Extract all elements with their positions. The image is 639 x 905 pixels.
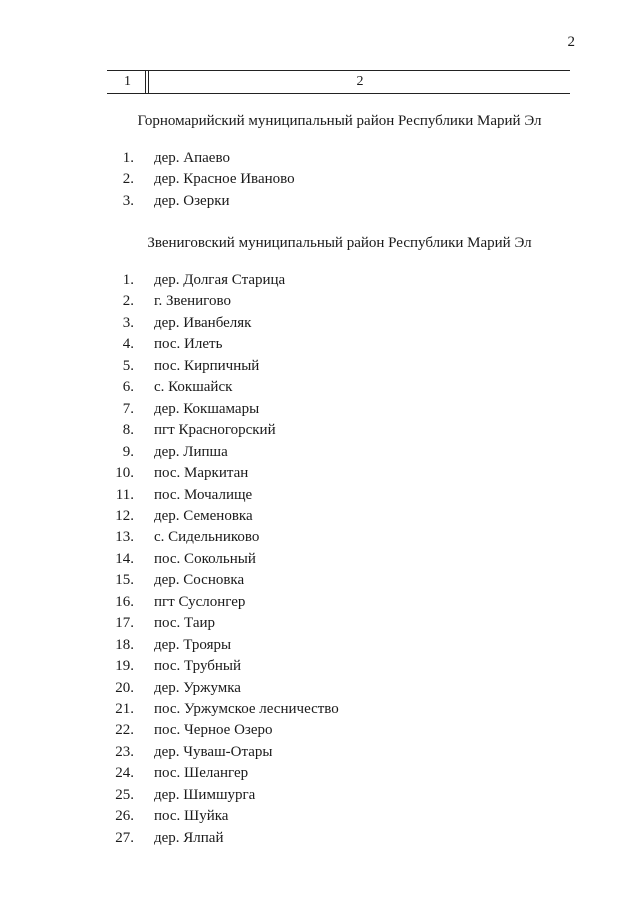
list-item-number: 16. xyxy=(115,593,134,610)
list-item-number: 13. xyxy=(115,529,134,546)
list-item-number: 25. xyxy=(115,786,134,803)
list-item-number: 18. xyxy=(115,636,134,653)
table-header-col1: 1 xyxy=(107,71,149,93)
table-header-col2: 2 xyxy=(356,74,364,89)
list-item-number: 5. xyxy=(122,357,134,374)
list-item-number: 17. xyxy=(115,615,134,632)
list-item-text: с. Кокшайск xyxy=(154,379,233,396)
list-item-number: 2. xyxy=(122,293,134,310)
list-item-text: пос. Шуйка xyxy=(154,808,229,825)
list-item-text: пос. Трубный xyxy=(154,658,242,675)
list-item-number: 26. xyxy=(115,808,134,825)
list-item-number: 3. xyxy=(122,314,134,331)
list-item-text: дер. Иванбеляк xyxy=(154,314,252,331)
list-item-number: 12. xyxy=(115,507,134,524)
list-item-text: пос. Мочалище xyxy=(154,486,253,503)
list-item-number: 9. xyxy=(122,443,134,460)
list-item-number: 2. xyxy=(122,171,134,188)
list-item-number: 23. xyxy=(115,743,134,760)
table-header xyxy=(107,70,570,94)
list-item-number: 3. xyxy=(122,192,134,209)
list-item-number: 1. xyxy=(122,150,134,166)
list-item-text: дер. Семеновка xyxy=(154,507,253,524)
list-item-number: 24. xyxy=(115,765,134,782)
list-item-text: дер. Озерки xyxy=(154,192,230,209)
list-item-text: г. Звенигово xyxy=(154,293,231,310)
list-item-number: 19. xyxy=(115,658,134,675)
list-item-number: 22. xyxy=(115,722,134,739)
list-item-text: пос. Уржумское лесничество xyxy=(154,701,339,717)
list-item-text: пос. Маркитан xyxy=(154,465,249,482)
list-item-text: пос. Таир xyxy=(154,615,216,632)
list-item-text: дер. Липша xyxy=(154,443,228,460)
list-item-number: 21. xyxy=(115,701,134,717)
list-item-number: 7. xyxy=(122,400,134,417)
list-item-number: 11. xyxy=(115,486,134,503)
list-item-text: пос. Кирпичный xyxy=(154,357,260,374)
list-item-text: дер. Красное Иваново xyxy=(154,171,295,188)
list-item-text: дер. Шимшурга xyxy=(154,786,256,803)
list-item-number: 15. xyxy=(115,572,134,589)
list-item-number: 27. xyxy=(115,829,134,846)
list-item-text: дер. Сосновка xyxy=(154,572,245,589)
list-item-number: 6. xyxy=(122,379,134,396)
list-item-text: с. Сидельниково xyxy=(154,529,260,546)
list-item-number: 20. xyxy=(115,679,134,696)
list-item-text: пгт Суслонгер xyxy=(154,593,246,610)
list-item-number: 1. xyxy=(122,272,134,288)
list-item-text: дер. Кокшамары xyxy=(154,400,260,417)
list-item-text: дер. Чуваш-Отары xyxy=(154,743,273,760)
list-item-text: пгт Красногорский xyxy=(154,422,276,439)
list-item-text: дер. Уржумка xyxy=(154,679,241,696)
list-item-number: 14. xyxy=(115,550,134,567)
section-heading-gornomariysky: Горномарийский муниципальный район Республики Марий Эл xyxy=(137,113,542,129)
list-item-text: дер. Трояры xyxy=(154,636,232,653)
list-item-text: пос. Черное Озеро xyxy=(154,722,273,739)
list-item-text: пос. Сокольный xyxy=(154,550,256,567)
page-number: 2 xyxy=(567,34,575,50)
list-item-number: 10. xyxy=(115,465,134,482)
list-item-number: 4. xyxy=(122,336,134,353)
section-heading-zvenigovsky: Звениговский муниципальный район Республики Марий Эл xyxy=(147,235,532,251)
list-item-text: пос. Илеть xyxy=(154,336,223,353)
list-item-text: дер. Долгая Старица xyxy=(154,272,286,288)
list-item-number: 8. xyxy=(122,422,134,439)
list-item-text: дер. Ялпай xyxy=(154,829,224,846)
list-item-text: дер. Апаево xyxy=(154,150,230,166)
list-item-text: пос. Шелангер xyxy=(154,765,249,782)
